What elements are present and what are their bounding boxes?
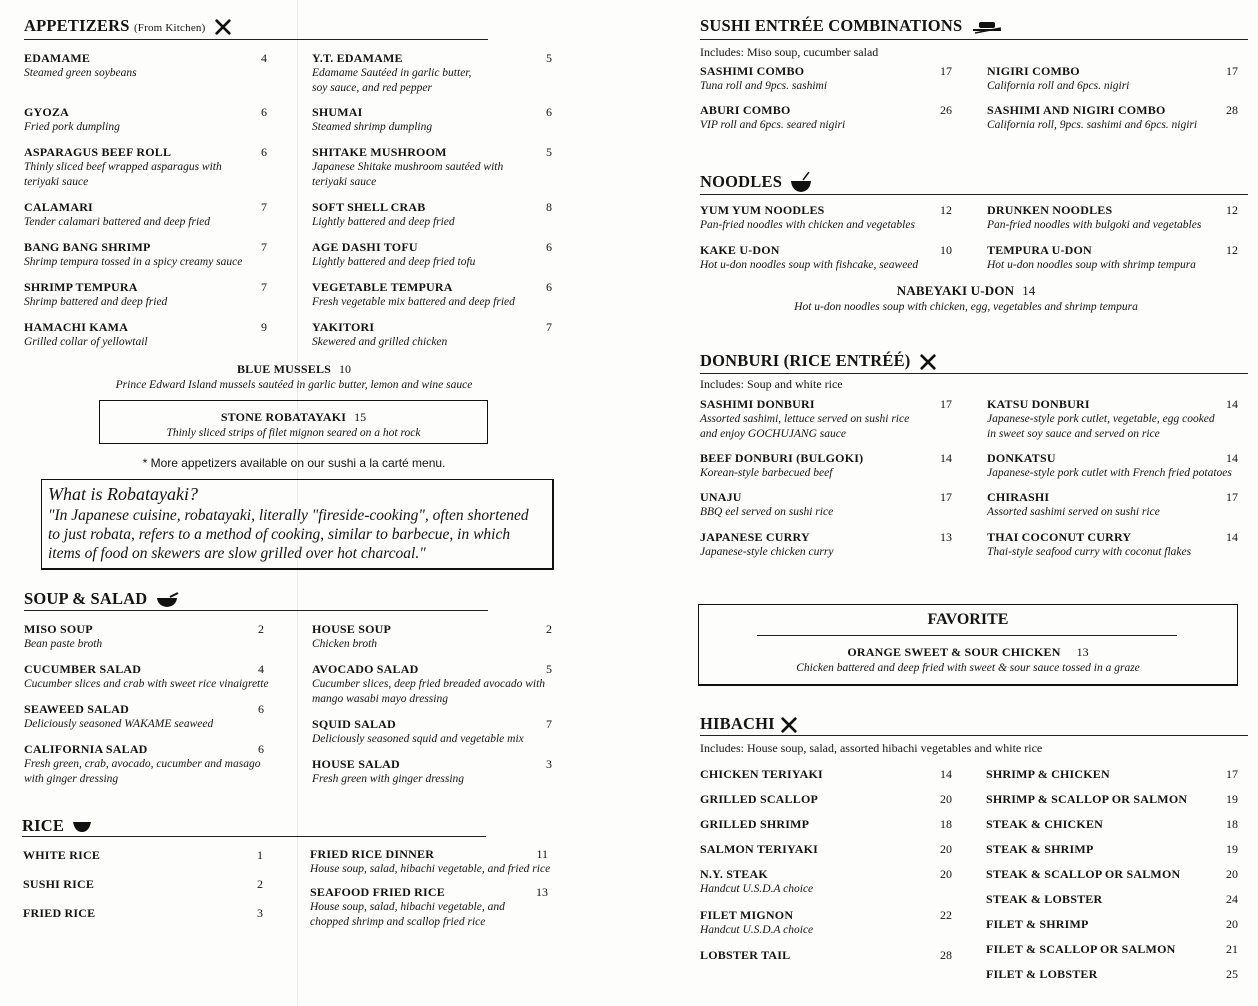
sushi-combo-rule <box>700 39 1248 40</box>
list-item: CALAMARI Tender calamari battered and deep fried 7 <box>24 200 267 228</box>
list-item: ASPARAGUS BEEF ROLL Thinly sliced beef wrapped asparagus with teriyaki sauce 6 <box>24 145 267 188</box>
rice-title: RICE <box>22 816 92 836</box>
list-item: JAPANESE CURRY Japanese-style chicken curry 13 <box>700 530 952 558</box>
rice-rule <box>22 836 486 837</box>
list-item: SEAFOOD FRIED RICE House soup, salad, hibachi vegetable, and chopped shrimp and scallop fried rice 13 <box>310 885 548 928</box>
list-item: CHICKEN TERIYAKI 14 <box>700 767 952 781</box>
stone-robatayaki-box: STONE ROBATAYAKI 15 Thinly sliced strips of filet mignon seared on a hot rock <box>99 400 488 444</box>
list-item: SUSHI RICE 2 <box>23 877 263 891</box>
appetizers-title: APPETIZERS (From Kitchen) <box>24 16 232 36</box>
list-item: AGE DASHI TOFU Lightly battered and deep fried tofu 6 <box>312 240 552 268</box>
noodle-bowl-icon <box>790 172 812 194</box>
soup-salad-title: SOUP & SALAD <box>24 589 180 609</box>
list-item: GRILLED SCALLOP 20 <box>700 792 952 806</box>
list-item: SHRIMP & SCALLOP OR SALMON 19 <box>986 792 1238 806</box>
hibachi-includes: Includes: House soup, salad, assorted hibachi vegetables and white rice <box>700 741 1043 755</box>
list-item: AVOCADO SALAD Cucumber slices, deep fried breaded avocado with mango wasabi mayo dressing 5 <box>312 662 552 705</box>
rice-bowl-icon <box>72 821 92 833</box>
list-item: UNAJU BBQ eel served on sushi rice 17 <box>700 490 952 518</box>
list-item: STEAK & SCALLOP OR SALMON 20 <box>986 867 1238 881</box>
robatayaki-title: What is Robatayaki? <box>48 484 198 504</box>
list-item: CUCUMBER SALAD Cucumber slices and crab with sweet rice vinaigrette 4 <box>24 662 269 690</box>
list-item: HOUSE SALAD Fresh green with ginger dressing 3 <box>312 757 552 785</box>
list-item: VEGETABLE TEMPURA Fresh vegetable mix battered and deep fried 6 <box>312 280 552 308</box>
list-item: HAMACHI KAMA Grilled collar of yellowtail 9 <box>24 320 267 348</box>
list-item: FILET MIGNON Handcut U.S.D.A choice 22 <box>700 908 952 936</box>
hibachi-rule <box>700 735 1248 736</box>
list-item: GYOZA Fried pork dumpling 6 <box>24 105 267 133</box>
list-item: GRILLED SHRIMP 18 <box>700 817 952 831</box>
list-item: FILET & SCALLOP OR SALMON 21 <box>986 942 1238 956</box>
list-item: STEAK & CHICKEN 18 <box>986 817 1238 831</box>
robatayaki-text: "In Japanese cuisine, robatayaki, literally "fireside-cooking", often shortened to just robata, refers to a method of cooking, similar to barbecue, in which items of food on skewers are slow grilled over hot charcoal." <box>48 507 529 562</box>
nabeyaki-item: NABEYAKI U-DON 14 Hot u-don noodles soup with chicken, egg, vegetables and shrimp tempura <box>794 283 1138 313</box>
list-item: SQUID SALAD Deliciously seasoned squid and vegetable mix 7 <box>312 717 552 745</box>
list-item: BANG BANG SHRIMP Shrimp tempura tossed in a spicy creamy sauce 7 <box>24 240 267 268</box>
list-item: SEAWEED SALAD Deliciously seasoned WAKAME seaweed 6 <box>24 702 264 730</box>
list-item: LOBSTER TAIL 28 <box>700 948 952 962</box>
list-item: SALMON TERIYAKI 20 <box>700 842 952 856</box>
list-item: KAKE U-DON Hot u-don noodles soup with fishcake, seaweed 10 <box>700 243 952 271</box>
list-item: WHITE RICE 1 <box>23 848 263 862</box>
list-item: SHRIMP & CHICKEN 17 <box>986 767 1238 781</box>
list-item: SOFT SHELL CRAB Lightly battered and deep fried 8 <box>312 200 552 228</box>
bowl-icon <box>156 592 180 608</box>
crossed-fork-knife-icon <box>780 716 798 734</box>
list-item: FRIED RICE 3 <box>23 906 263 920</box>
list-item: CHIRASHI Assorted sashimi served on sushi rice 17 <box>987 490 1238 518</box>
favorite-rule <box>757 635 1177 636</box>
favorite-title: FAVORITE <box>927 611 1009 628</box>
donburi-includes: Includes: Soup and white rice <box>700 377 843 391</box>
list-item: DRUNKEN NOODLES Pan-fried noodles with bulgoki and vegetables 12 <box>987 203 1238 231</box>
list-item: THAI COCONUT CURRY Thai-style seafood curry with coconut flakes 14 <box>987 530 1238 558</box>
list-item: SASHIMI COMBO Tuna roll and 9pcs. sashimi 17 <box>700 64 952 92</box>
crossed-fork-knife-icon <box>919 353 937 371</box>
appetizers-subtitle: (From Kitchen) <box>133 22 206 34</box>
hibachi-title: HIBACHI <box>700 714 798 734</box>
list-item: ABURI COMBO VIP roll and 6pcs. seared nigiri 26 <box>700 103 952 131</box>
list-item: Y.T. EDAMAME Edamame Sautéed in garlic butter, soy sauce, and red pepper 5 <box>312 51 552 94</box>
sushi-plate-icon <box>971 19 1003 35</box>
list-item: FRIED RICE DINNER House soup, salad, hibachi vegetable, and fried rice 11 <box>310 847 551 875</box>
list-item: FILET & SHRIMP 20 <box>986 917 1238 931</box>
list-item: FILET & LOBSTER 25 <box>986 967 1238 981</box>
list-item: STEAK & LOBSTER 24 <box>986 892 1238 906</box>
list-item: NIGIRI COMBO California roll and 6pcs. nigiri 17 <box>987 64 1238 92</box>
list-item: YAKITORI Skewered and grilled chicken 7 <box>312 320 552 348</box>
noodles-title: NOODLES <box>700 172 812 194</box>
list-item: DONKATSU Japanese-style pork cutlet with French fried potatoes 14 <box>987 451 1238 479</box>
favorite-item: ORANGE SWEET & SOUR CHICKEN 13 Chicken battered and deep fried with sweet & sour sauce tossed in a graze <box>796 645 1140 674</box>
sushi-combo-includes: Includes: Miso soup, cucumber salad <box>700 45 879 59</box>
soup-salad-rule <box>24 610 488 611</box>
donburi-title: DONBURI (RICE ENTRÉÉ) <box>700 351 937 371</box>
list-item: N.Y. STEAK Handcut U.S.D.A choice 20 <box>700 867 952 895</box>
list-item: SHITAKE MUSHROOM Japanese Shitake mushroom sautéed with teriyaki sauce 5 <box>312 145 552 188</box>
list-item: MISO SOUP Bean paste broth 2 <box>24 622 264 650</box>
appetizers-rule <box>24 39 488 40</box>
noodles-rule <box>700 194 1248 195</box>
list-item: SHUMAI Steamed shrimp dumpling 6 <box>312 105 552 133</box>
list-item: KATSU DONBURI Japanese-style pork cutlet, vegetable, egg cooked in sweet soy sauce and served on rice 14 <box>987 397 1238 440</box>
list-item: HOUSE SOUP Chicken broth 2 <box>312 622 552 650</box>
sushi-combo-title: SUSHI ENTRÉE COMBINATIONS <box>700 16 1003 36</box>
list-item: BEEF DONBURI (BULGOKI) Korean-style barbecued beef 14 <box>700 451 952 479</box>
blue-mussels-item: BLUE MUSSELS 10 Prince Edward Island mussels sautéed in garlic butter, lemon and wine sauce <box>115 362 473 391</box>
list-item: SASHIMI DONBURI Assorted sashimi, lettuce served on sushi rice and enjoy GOCHUJANG sauce 17 <box>700 397 952 440</box>
list-item: EDAMAME Steamed green soybeans 4 <box>24 51 267 79</box>
list-item: STEAK & SHRIMP 19 <box>986 842 1238 856</box>
list-item: CALIFORNIA SALAD Fresh green, crab, avocado, cucumber and masago with ginger dressing 6 <box>24 742 264 785</box>
favorite-box <box>698 604 1238 686</box>
robatayaki-box <box>41 479 554 570</box>
list-item: TEMPURA U-DON Hot u-don noodles soup with shrimp tempura 12 <box>987 243 1238 271</box>
list-item: YUM YUM NOODLES Pan-fried noodles with chicken and vegetables 12 <box>700 203 952 231</box>
appetizers-note: * More appetizers available on our sushi a la carté menu. <box>142 456 446 470</box>
donburi-rule <box>700 373 1248 374</box>
list-item: SASHIMI AND NIGIRI COMBO California roll, 9pcs. sashimi and 6pcs. nigiri 28 <box>987 103 1238 131</box>
crossed-fork-knife-icon <box>214 18 232 36</box>
list-item: SHRIMP TEMPURA Shrimp battered and deep fried 7 <box>24 280 267 308</box>
